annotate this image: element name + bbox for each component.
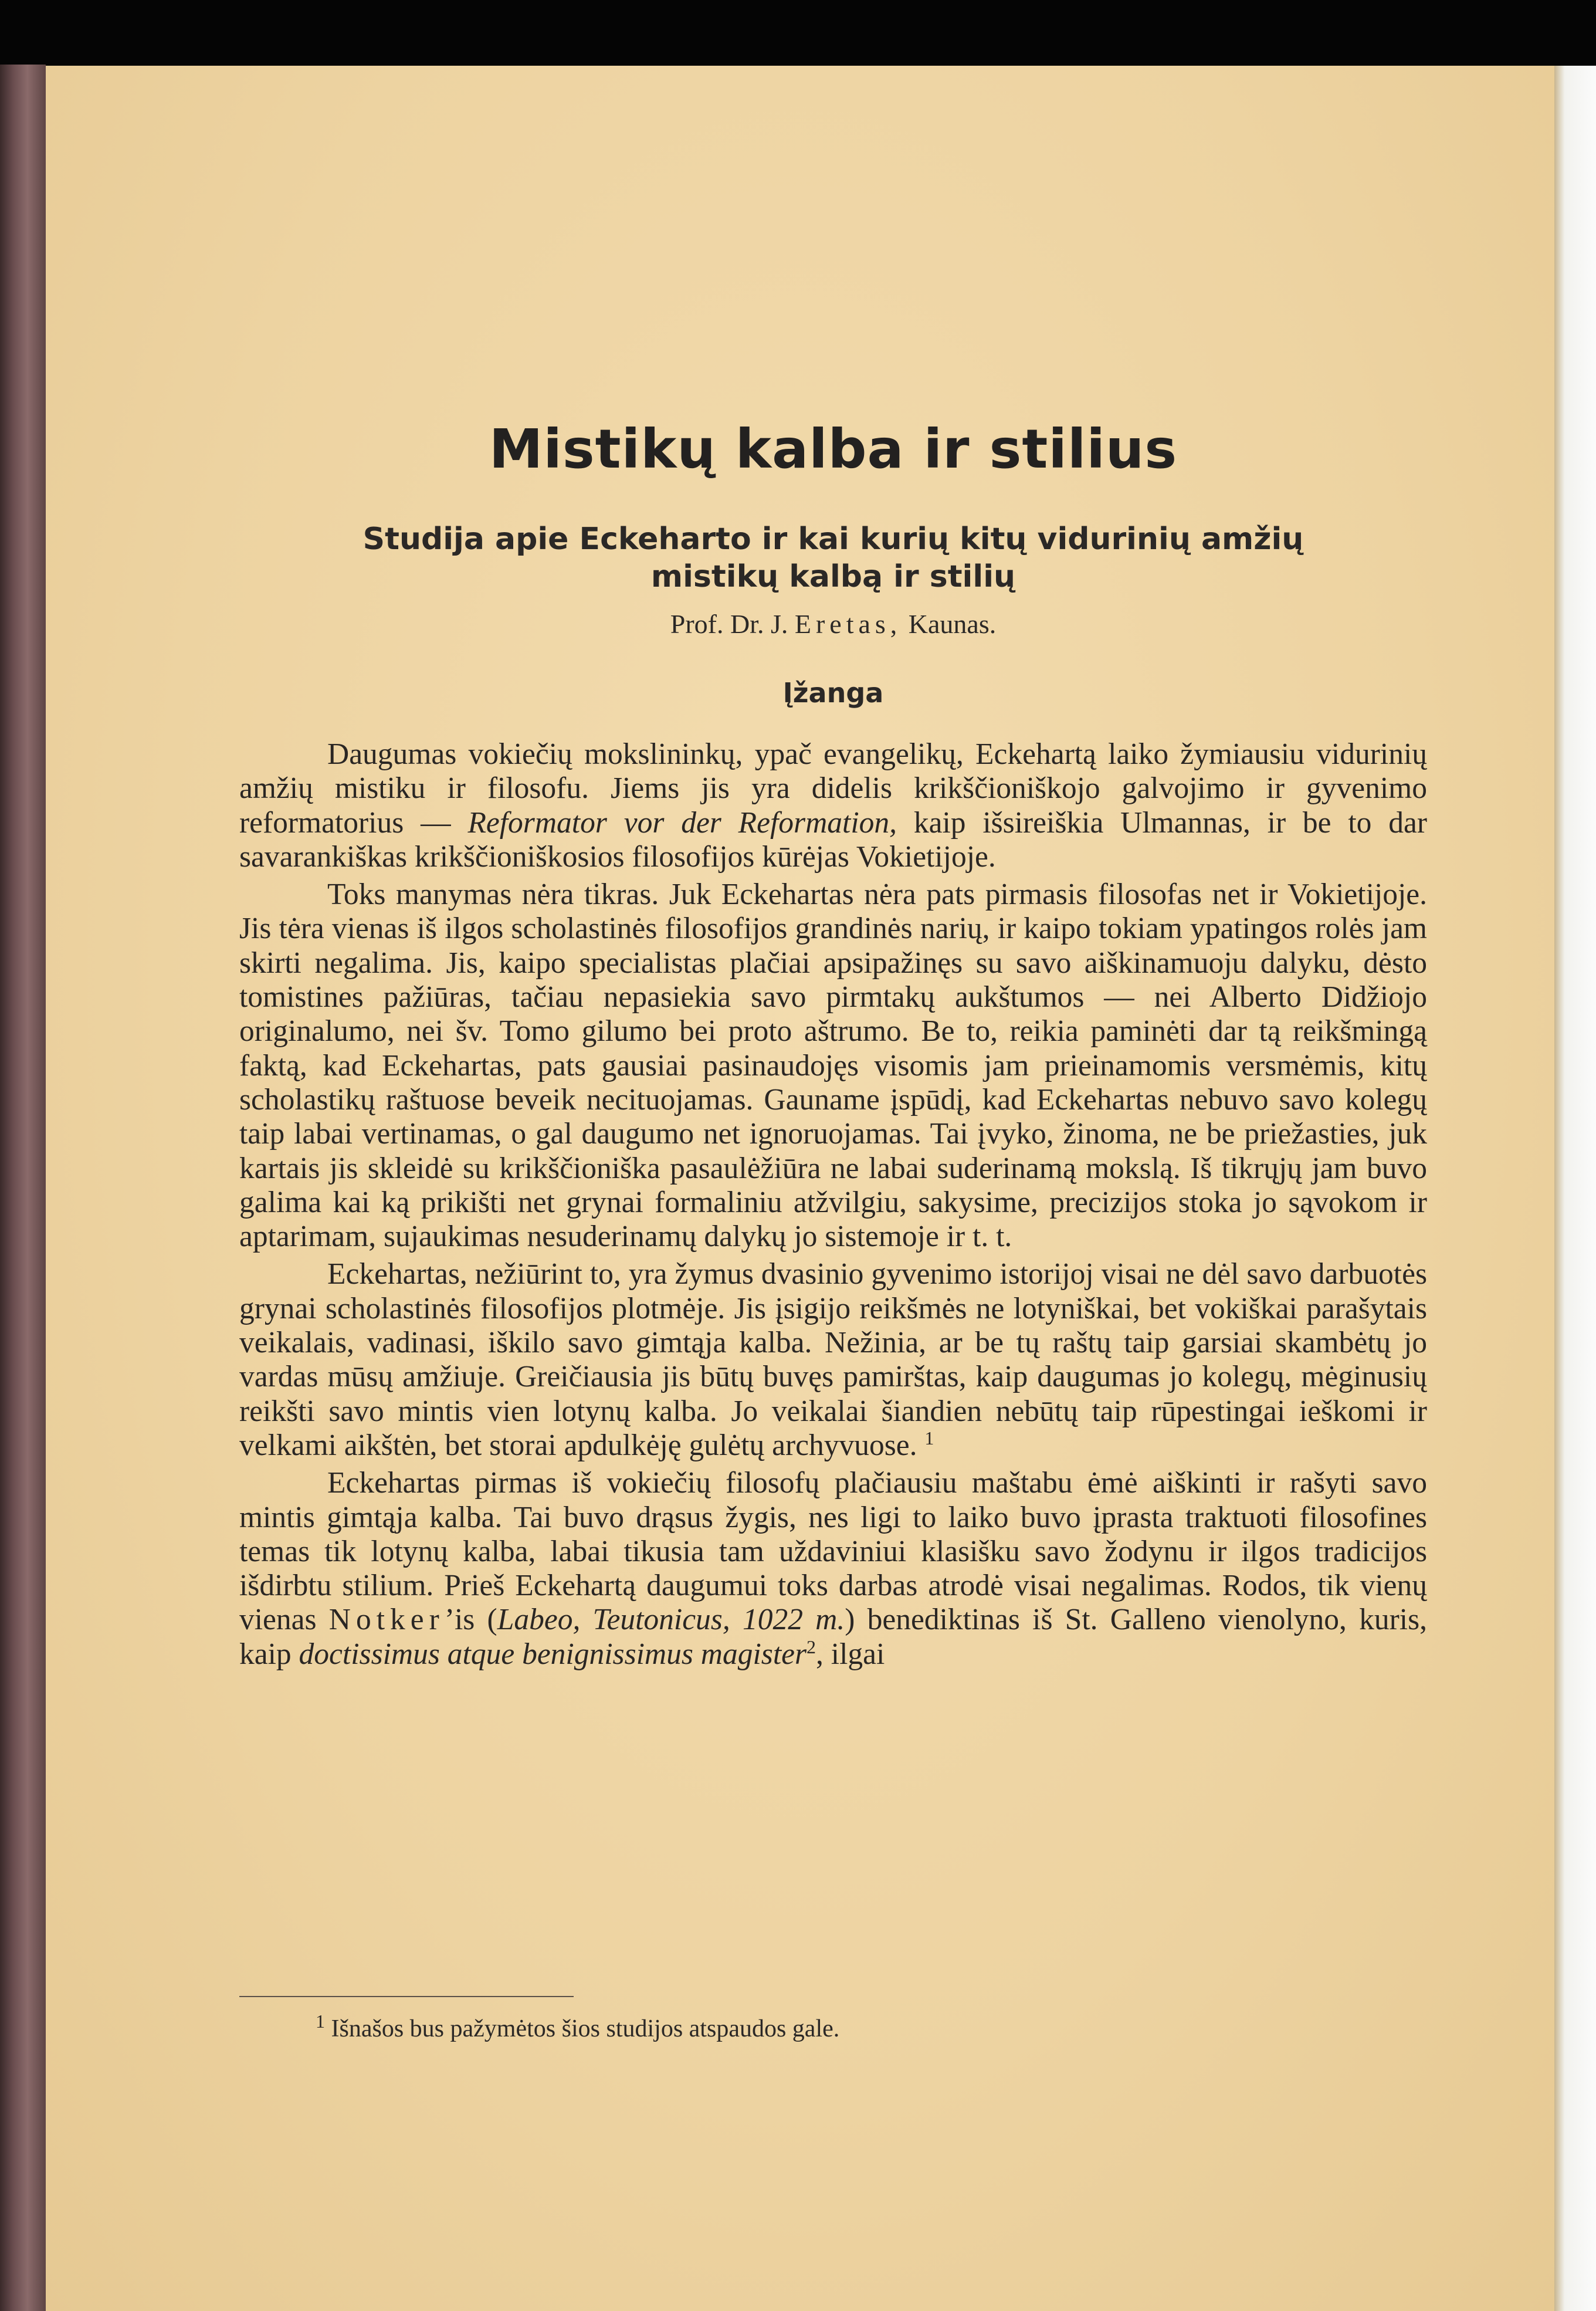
paragraph-3-text: Eckehartas, nežiūrint to, yra žymus dvasinio gyvenimo istorijoj visai ne dėl savo darbuotės grynai scholastinės filosofijos plotmėje. Jis įsigijo reikšmės ne lotyniškai, bet vokiškai parašytais veikalais, vadinasi, iškilo savo gimtąja kalba. Nežinia, ar be tų raštų taip garsiai skambėtų jo vardas mūsų amžiuje. Greičiausia jis būtų buvęs pamirštas, kaip daugumas jo kolegų, mėginusių reikšti savo mintis vien lotynų kalba. Jo veikalai šiandien nebūtų taip rūpestingai ieškomi ir velkami aikštėn, bet storai apdulkėję gulėtų archyvuose. — [239, 1257, 1427, 1462]
paragraph-4-name-suffix: ’is ( — [444, 1603, 497, 1637]
section-heading: Įžanga — [782, 677, 884, 709]
paragraph-1-text-b: kaip išsireiškia Ulmannas, ir be to dar savarankiškas krikščioniškosios filosofijos kūrėjas Vokietijoje. — [239, 806, 1427, 874]
paragraph-1 — [239, 737, 1427, 874]
paragraph-1-italic: Reformator vor der Reformation, — [467, 806, 897, 840]
footnote — [316, 2011, 1371, 2043]
paragraph-4-text-b: ) benediktinas iš St. Galleno vienolyno, kuris, kaip — [239, 1603, 1427, 1671]
book-page — [46, 66, 1554, 2311]
footnote-text: Išnašos bus pažymėtos šios studijos atspaudos gale. — [331, 2015, 840, 2042]
footnote-divider — [239, 1996, 574, 1997]
author-line — [239, 608, 1427, 639]
paragraph-4-name: Notker — [328, 1603, 445, 1637]
paragraph-3 — [239, 1257, 1427, 1463]
article-title: Mistikų kalba ir stilius — [489, 418, 1178, 481]
footnote-marker-2: 2 — [807, 1636, 816, 1657]
book-spine — [0, 65, 46, 2311]
footnote-marker-1: 1 — [924, 1427, 934, 1449]
paragraph-4 — [239, 1466, 1427, 1672]
article-subtitle: Studija apie Eckeharto ir kai kurių kitų vidurinių amžių mistikų kalbą ir stilių — [362, 522, 1304, 594]
paragraph-2: Toks manymas nėra tikras. Juk Eckehartas nėra pats pirmasis filosofas net ir Vokietijoje. Jis tėra vienas iš ilgos scholastinės filosofijos grandinės narių, ir kaipo tokiam ypatingos rolės jam skirti negalima. Jis, kaipo specialistas plačiai apsipažinęs su savo aiškinamuoju dalyku, dėsto tomistines pažiūras, tačiau nepasiekia savo pirmtakų aukštumos — nei Alberto Didžiojo originalumo, nei šv. Tomo gilumo bei proto aštrumo. Be to, reikia paminėti dar tą reikšmingą faktą, kad Eckehartas, pats gausiai pasinaudojęs visomis jam prieinamomis versmėmis, kitų scholastikų raštuose beveik necituojamas. Gauname įspūdį, kad Eckehartas nebuvo savo kolegų taip labai vertinamas, o gal daugumo net ignoruojamas. Tai įvyko, žinoma, ne be priežasties, juk kartais jis skleidė su krikščioniška pasaulėžiūra ne labai suderinamą mokslą. Iš tikrųjų jam buvo galima kai ką prikišti net grynai formaliniu atžvilgiu, sakysime, precizijos stoka jo sąvokom ir aptarimam, sujaukimas nesuderinamų dalykų jo sistemoje ir t. t. — [239, 878, 1427, 1254]
footnote-number: 1 — [316, 2011, 325, 2032]
paragraph-4-italic-1: Labeo, Teutonicus, 1022 m. — [497, 1603, 845, 1637]
paragraph-4-italic-2: doctissimus atque benignissimus magister — [299, 1637, 807, 1671]
author-place: Kaunas. — [908, 609, 997, 639]
author-prefix: Prof. Dr. J. — [670, 609, 788, 639]
page-right-edge — [1554, 66, 1596, 2311]
article-body — [239, 737, 1427, 1672]
paragraph-4-text-a: Eckehartas pirmas iš vokiečių filosofų plačiausiu maštabu ėmė aiškinti ir rašyti savo mintis gimtąja kalba. Tai buvo drąsus žygis, nes ligi to laiko buvo įprasta traktuoti filosofines temas tik lotynų kalba, labai tikusia tam uždaviniui klasišku savo žodynu ir ilgos tradicijos išdirbtu stilium. Prieš Eckehartą daugumui toks darbas atrodė visai negalimas. Rodos, tik vienų vienas — [239, 1466, 1427, 1637]
paragraph-1-text-a: Daugumas vokiečių mokslininkų, ypač evangelikų, Eckehartą laiko žymiausiu vidurinių amžių mistiku ir filosofu. Jiems jis yra didelis krikščioniškojo galvojimo ir gyvenimo reformatorius — — [239, 737, 1427, 840]
author-name: Eretas, — [794, 609, 902, 639]
paragraph-4-text-c: , ilgai — [816, 1637, 885, 1671]
